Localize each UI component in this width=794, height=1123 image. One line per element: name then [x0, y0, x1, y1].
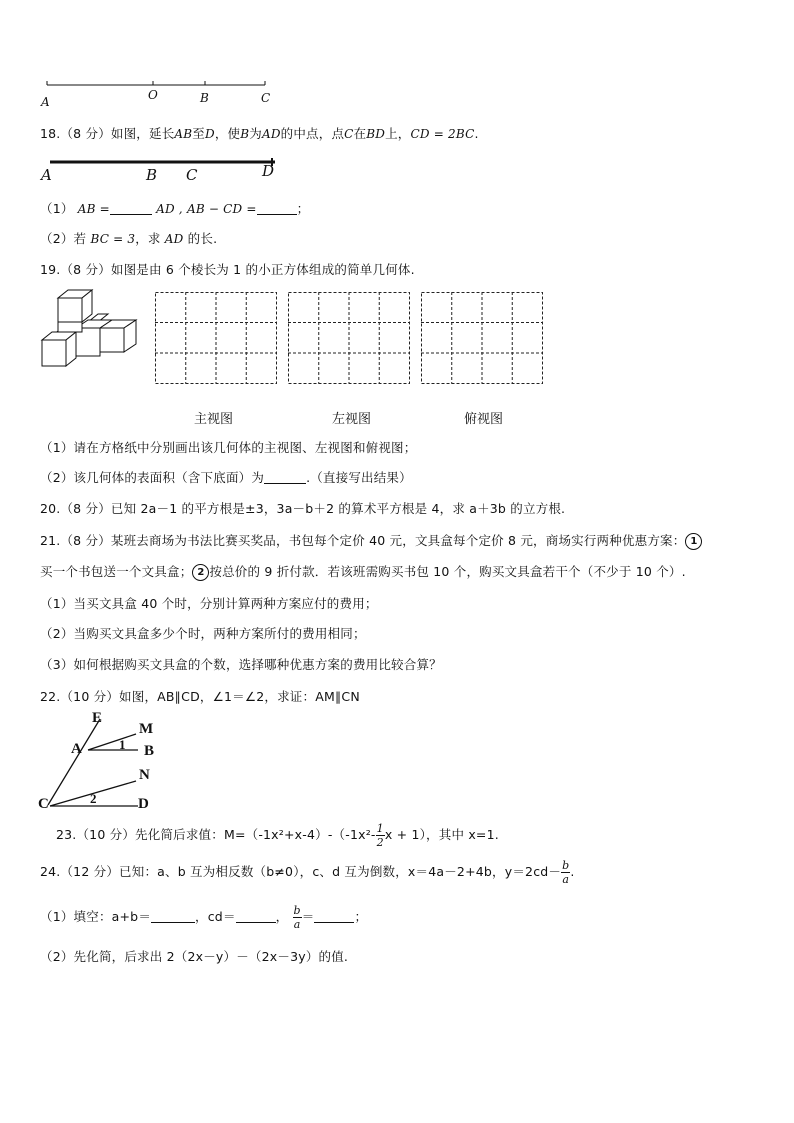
q18-text: 为 — [249, 126, 262, 141]
q18-var: BD — [366, 127, 386, 141]
q21-part3: （3）如何根据购买文具盒的个数，选择哪种优惠方案的费用比较合算？ — [40, 657, 442, 672]
q24-part2: （2）先化简，后求出 2（2x－y）－（2x－3y）的值. — [40, 949, 349, 964]
q21-text: 买一个书包送一个文具盒； — [40, 564, 193, 579]
fig22-label-d: D — [138, 796, 149, 812]
q24-text: . — [570, 864, 575, 879]
point-label-o: O — [148, 88, 158, 102]
q18-p2-text: （2）若 — [40, 231, 87, 246]
q18-var: C — [344, 127, 354, 141]
q18-p2-expr: BC = 3 — [90, 232, 136, 246]
q18-equation: CD = 2BC — [410, 127, 475, 141]
q21-text: 21.（8 分）某班去商场为书法比赛买奖品，书包每个定价 40 元，文具盒每个定价 8 元，商场实行两种优惠方案： — [40, 533, 686, 548]
q23-text-b: x + 1），其中 x=1. — [384, 827, 499, 842]
q18-p1-expr: AD , — [156, 202, 183, 216]
seg-label-d: D — [262, 162, 275, 180]
q19-stem: 19.（8 分）如图是由 6 个棱长为 1 的小正方体组成的简单几何体. — [40, 262, 415, 277]
circled-number-1: 1 — [685, 533, 702, 550]
caption-top-view: 俯视图 — [464, 412, 504, 427]
answer-blank[interactable] — [151, 910, 195, 923]
grid-paper-top — [421, 292, 545, 386]
answer-blank[interactable] — [110, 202, 152, 215]
q24-stem — [40, 860, 575, 885]
caption-left-view: 左视图 — [332, 412, 372, 427]
cube-solid-figure — [0, 290, 160, 380]
fraction-numerator: b — [293, 904, 301, 917]
q18-p2-text: 的长. — [187, 231, 218, 246]
q18-text: 在 — [353, 126, 367, 141]
q24-text: 24.（12 分）已知：a、b 互为相反数（b≠0），c、d 互为倒数，x＝4a－2+4b，y＝2cd－ — [40, 864, 562, 879]
q18-p1-text: ； — [296, 201, 310, 216]
grid-paper-main — [155, 292, 279, 386]
q21-line1 — [40, 531, 702, 550]
q21-text: 按总价的 9 折付款．若该班需购买书包 10 个，购买文具盒若干个（不少于 10 个）. — [209, 564, 686, 579]
point-label-a: A — [41, 95, 50, 109]
fraction-numerator: 1 — [376, 822, 384, 835]
fig22-label-e: E — [92, 710, 103, 726]
q18-text: 至 — [192, 126, 205, 141]
q18-text: 18.（8 分）如图，延长 — [40, 126, 175, 141]
q24-p1-text: ＝ — [301, 909, 315, 924]
q19-p2-text: .（直接写出结果） — [306, 470, 412, 485]
q23-text-a: 23.（10 分）先化简后求值：M=（-1x²+x-4）-（-1x²- — [56, 827, 376, 842]
q19-part2 — [40, 468, 412, 486]
q18-stem — [40, 124, 479, 142]
fraction — [376, 823, 385, 848]
point-label-c: C — [261, 91, 271, 105]
q19-p2-text: （2）该几何体的表面积（含下底面）为 — [40, 470, 265, 485]
fig22-label-m: M — [139, 721, 154, 737]
q23-text — [56, 823, 499, 848]
q18-part2 — [40, 229, 217, 247]
q20-text: 20.（8 分）已知 2a－1 的平方根是±3，3a－b＋2 的算术平方根是 4，求 a＋3b 的立方根. — [40, 501, 566, 516]
q24-p1-text: ，cd＝ — [195, 909, 236, 924]
q18-p1-expr: AB = — [77, 202, 110, 216]
q18-var: D — [205, 127, 215, 141]
fraction-denominator: a — [293, 918, 301, 931]
fig22-label-1: 1 — [119, 737, 126, 752]
fraction — [561, 860, 570, 885]
q18-var: AD — [261, 127, 281, 141]
seg-label-a: A — [41, 166, 52, 184]
q18-text: . — [474, 126, 479, 141]
caption-front-view: 主视图 — [194, 412, 234, 427]
fraction-numerator: b — [562, 859, 570, 872]
answer-blank[interactable] — [236, 910, 276, 923]
q24-part1 — [40, 905, 367, 930]
fraction — [293, 905, 302, 930]
point-label-b: B — [200, 91, 209, 105]
fig22-label-a: A — [71, 741, 82, 757]
q18-p2-text: ，求 — [135, 231, 161, 246]
q22-text: 22.（10 分）如图，AB∥CD，∠1＝∠2，求证：AM∥CN — [40, 689, 360, 704]
q24-p1-text: ， — [275, 909, 289, 924]
fraction-denominator: 2 — [376, 836, 384, 849]
q18-text: 的中点，点 — [280, 126, 345, 141]
q18-part1 — [40, 199, 309, 217]
q18-p1-num: （1） — [40, 201, 74, 216]
seg-label-c: C — [186, 166, 198, 184]
q18-text: ，使 — [214, 126, 241, 141]
fig22-label-2: 2 — [90, 791, 97, 806]
grid-paper-left — [288, 292, 412, 386]
q24-p1-text: ； — [354, 909, 368, 924]
answer-blank[interactable] — [257, 202, 297, 215]
answer-blank[interactable] — [314, 910, 354, 923]
q18-p1-expr: AB − CD = — [187, 202, 257, 216]
fig22-label-c: C — [38, 796, 49, 812]
q24-p1-text: （1）填空：a+b＝ — [40, 909, 152, 924]
q18-var: B — [240, 127, 250, 141]
seg-label-b: B — [146, 166, 158, 184]
fig22-label-b: B — [144, 743, 155, 759]
circled-number-2: 2 — [192, 564, 209, 581]
q21-part2: （2）当购买文具盒多少个时，两种方案所付的费用相同； — [40, 626, 366, 641]
q18-var: AB — [174, 127, 193, 141]
number-line-figure — [0, 0, 794, 110]
q19-part1: （1）请在方格纸中分别画出该几何体的主视图、左视图和俯视图； — [40, 440, 417, 455]
answer-blank[interactable] — [264, 471, 306, 484]
q18-p2-expr: AD — [164, 232, 184, 246]
q21-part1: （1）当买文具盒 40 个时，分别计算两种方案应付的费用； — [40, 596, 378, 611]
q21-line2 — [40, 562, 686, 581]
fig22-label-n: N — [139, 767, 150, 783]
fraction-denominator: a — [562, 873, 570, 886]
q18-text: 上， — [385, 126, 411, 141]
